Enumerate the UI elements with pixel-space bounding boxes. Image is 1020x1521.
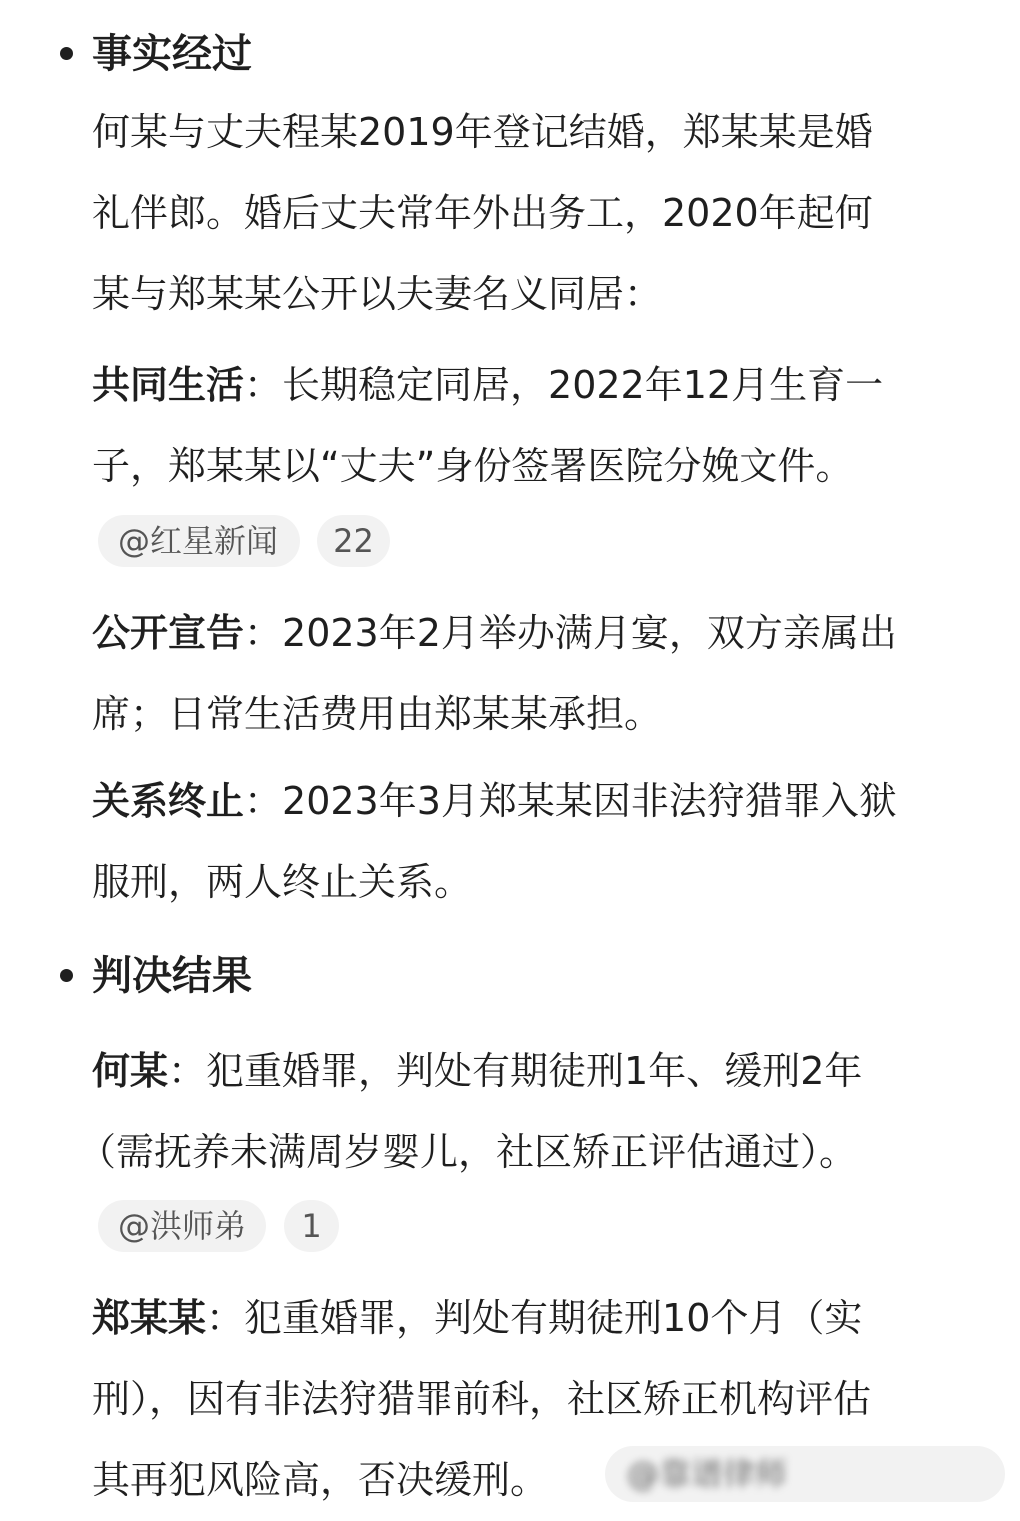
fact-text: 2023年2月举办满月宴，双方亲属出 [282, 611, 897, 655]
blurred-source-text: @靠谱律师 [627, 1455, 788, 1493]
verdict-label: 郑某某 [92, 1296, 207, 1340]
source-count-chip[interactable]: 1 [284, 1200, 339, 1252]
label-separator: ： [206, 1296, 245, 1340]
verdict-text: （需抚养未满周岁婴儿，社区矫正评估通过）。 [78, 1130, 858, 1174]
label-separator: ： [244, 611, 283, 655]
fact-item-public-announcement [92, 593, 992, 755]
verdict-text: 犯重婚罪，判处有期徒刑1年、缓刑2年 [206, 1049, 863, 1093]
blurred-source-chip[interactable] [605, 1446, 1005, 1502]
fact-item-relationship-ended [92, 761, 992, 923]
fact-text: 2023年3月郑某某因非法狩猎罪入狱 [282, 779, 897, 823]
verdict-item-he [78, 1031, 992, 1193]
fact-label: 共同生活 [92, 363, 245, 407]
label-separator: ： [244, 779, 283, 823]
verdict-text: 犯重婚罪，判处有期徒刑10个月（实 [244, 1296, 863, 1340]
label-separator: ： [168, 1049, 207, 1093]
fact-label: 关系终止 [92, 779, 245, 823]
intro-line: 某与郑某某公开以夫妻名义同居： [92, 272, 663, 316]
fact-text: 长期稳定同居，2022年12月生育一 [282, 363, 884, 407]
source-count-chip[interactable]: 22 [317, 515, 390, 567]
intro-line: 何某与丈夫程某2019年登记结婚，郑某某是婚 [92, 110, 873, 154]
label-separator: ： [244, 363, 283, 407]
verdict-text: 刑），因有非法狩猎罪前科，社区矫正机构评估 [92, 1377, 872, 1421]
verdict-text: 其再犯风险高，否决缓刑。 [92, 1458, 549, 1502]
source-chip-hongxing[interactable]: @红星新闻 [98, 515, 300, 567]
bullet-dot [60, 969, 73, 982]
fact-label: 公开宣告 [92, 611, 245, 655]
bullet-dot [60, 47, 73, 60]
source-chip-hongshidi[interactable]: @洪师弟 [98, 1200, 266, 1252]
verdict-label: 何某 [92, 1049, 169, 1093]
fact-text: 服刑，两人终止关系。 [92, 860, 473, 904]
section-heading-facts: 事实经过 [92, 31, 252, 77]
intro-line: 礼伴郎。婚后丈夫常年外出务工，2020年起何 [92, 191, 873, 235]
fact-text: 子，郑某某以“丈夫”身份签署医院分娩文件。 [92, 444, 854, 488]
fact-text: 席；日常生活费用由郑某某承担。 [92, 692, 663, 736]
intro-paragraph [92, 92, 992, 335]
section-heading-verdict: 判决结果 [92, 953, 252, 999]
fact-item-shared-life [92, 345, 992, 507]
